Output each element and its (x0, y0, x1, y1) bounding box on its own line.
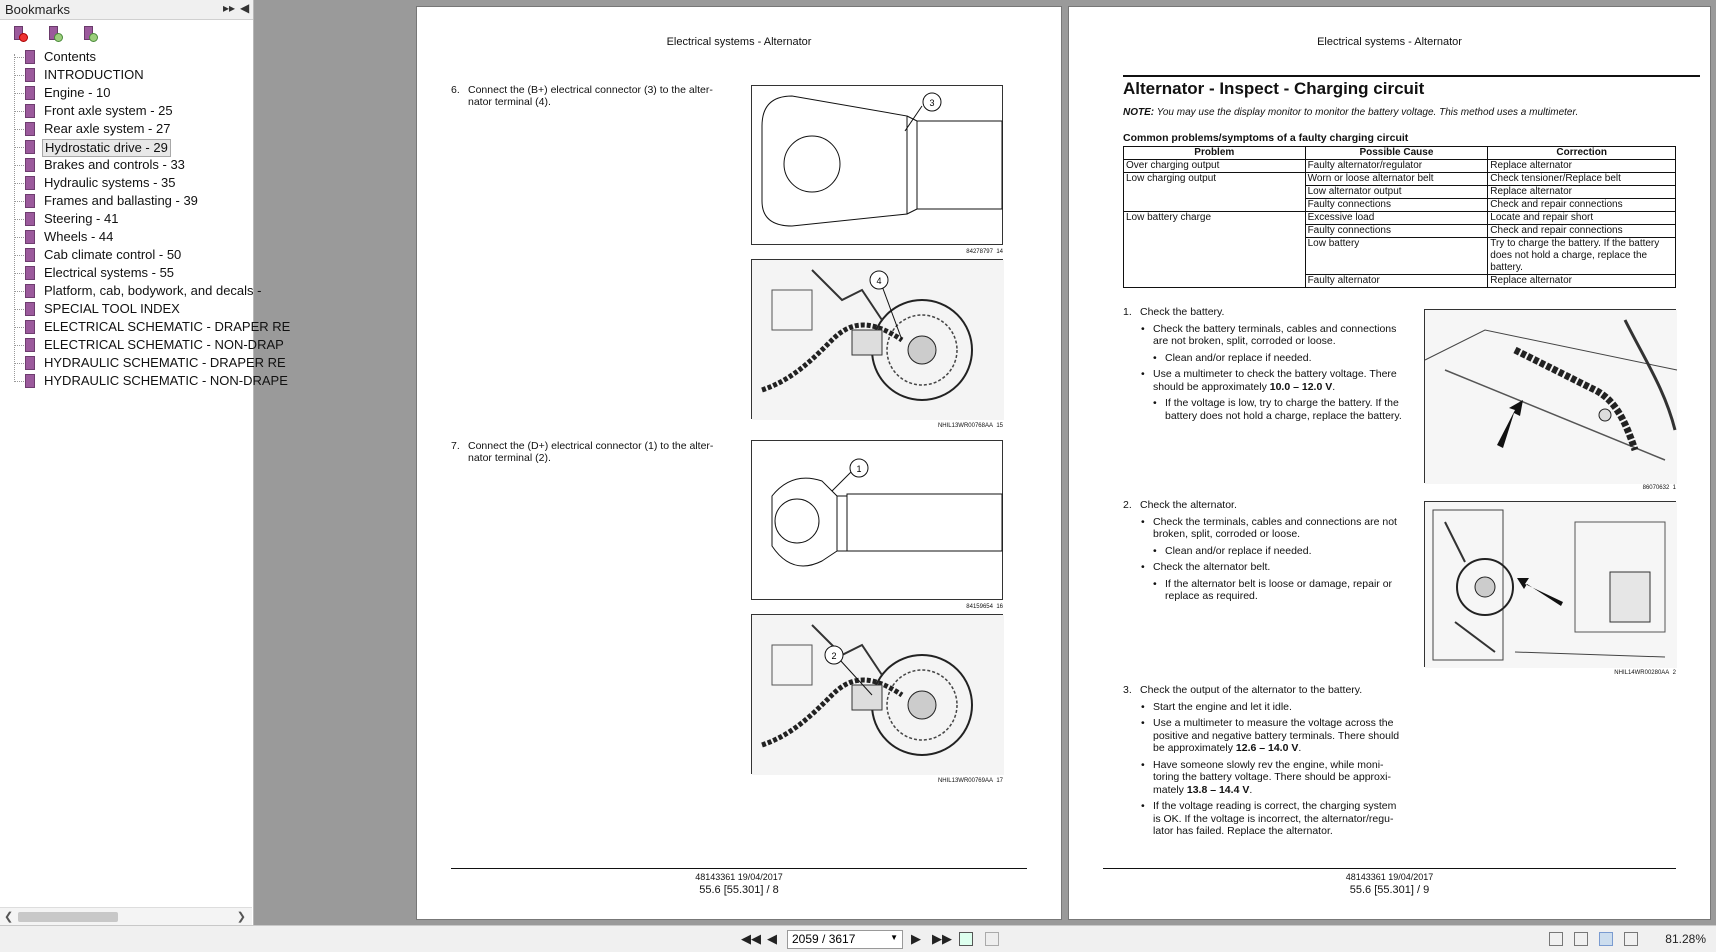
cause-cell: Worn or loose alternator belt (1305, 173, 1488, 186)
step-number: 6. (451, 84, 460, 96)
step-text: Connect the (B+) electrical connector (3) to the alter-nator terminal (4). (468, 84, 713, 108)
bookmark-icon (25, 266, 35, 280)
bookmark-icon (25, 68, 35, 82)
figure-2-caption (1524, 670, 1676, 676)
continuous-facing-view-icon[interactable] (1624, 932, 1638, 946)
first-page-icon[interactable]: ◀◀ (741, 931, 761, 946)
callout-1: 1 (856, 464, 862, 474)
tree-connector (14, 273, 24, 274)
bookmark-item[interactable] (0, 120, 252, 138)
page-header: Electrical systems - Alternator (666, 36, 812, 48)
header-problem: Problem (1124, 147, 1306, 160)
problem-cell: Low battery charge (1124, 212, 1306, 288)
tree-connector (14, 57, 24, 58)
bookmark-icon (25, 122, 35, 136)
step-text: Check the output of the alternator to the battery. (1140, 684, 1363, 696)
bookmark-item[interactable] (0, 156, 252, 174)
bookmark-label: Electrical systems - 55 (44, 265, 175, 280)
figure-code: NHIL14WR00280AA (1614, 670, 1670, 676)
figure-2-alternator-photo (1424, 501, 1676, 667)
step-text: Check the alternator. (1140, 499, 1237, 511)
bookmark-icon (25, 302, 35, 316)
note (1123, 107, 1578, 118)
figure-14-caption (851, 249, 1003, 255)
bookmark-label: Front axle system - 25 (44, 103, 173, 118)
page-header: Electrical systems - Alternator (1317, 36, 1462, 48)
bookmark-item[interactable] (0, 372, 288, 390)
bookmark-label: INTRODUCTION (44, 67, 144, 82)
cause-cell: Faulty connections (1305, 225, 1488, 238)
problem-cell: Low charging output (1124, 173, 1306, 212)
bookmark-label: HYDRAULIC SCHEMATIC - DRAPER RE (44, 355, 286, 370)
cause-cell: Low alternator output (1305, 186, 1488, 199)
bookmark-item[interactable] (0, 282, 262, 300)
cause-cell: Low battery (1305, 238, 1488, 275)
figure-number: 14 (996, 249, 1003, 255)
figure-15-alternator-photo (751, 259, 1003, 419)
bookmark-item[interactable] (0, 246, 252, 264)
figure-number: 16 (996, 604, 1003, 610)
scroll-right-icon[interactable]: ❯ (236, 911, 246, 923)
step-text: Connect the (D+) electrical connector (1) to the alter-nator terminal (2). (468, 440, 714, 464)
bookmark-icon (25, 248, 35, 262)
correction-cell: Check tensioner/Replace belt (1488, 173, 1676, 186)
bookmark-label: Frames and ballasting - 39 (44, 193, 198, 208)
correction-cell: Check and repair connections (1488, 199, 1676, 212)
step-number: 3. (1123, 684, 1132, 696)
callout-4: 4 (876, 276, 882, 286)
step-number: 7. (451, 440, 460, 452)
voltage-value: 10.0 – 12.0 V (1269, 380, 1333, 393)
bookmark-label: Cab climate control - 50 (44, 247, 182, 262)
next-view-icon[interactable] (985, 932, 999, 946)
scroll-left-icon[interactable]: ❮ (4, 911, 14, 923)
collapse-panel-icon[interactable]: ◀ (240, 1, 250, 15)
correction-cell: Try to charge the battery. If the battery does not hold a charge, replace the battery. (1488, 238, 1676, 275)
figure-code: NHIL13WR00768AA (937, 423, 993, 429)
bookmark-item[interactable] (0, 300, 252, 318)
facing-view-icon[interactable] (1599, 932, 1613, 946)
bookmark-label: Platform, cab, bodywork, and decals - (44, 283, 262, 298)
bookmark-item[interactable] (0, 264, 252, 282)
previous-page-icon[interactable]: ◀ (767, 931, 777, 946)
footer-doc-date: 48143361 19/04/2017 (695, 872, 783, 882)
bookmark-label: Wheels - 44 (44, 229, 114, 244)
step-7 (451, 440, 751, 470)
tree-connector (14, 75, 24, 76)
figure-16-caption (851, 604, 1003, 610)
note-label: NOTE: (1123, 107, 1155, 118)
cause-cell: Faulty alternator (1305, 275, 1488, 288)
correction-cell: Locate and repair short (1488, 212, 1676, 225)
bookmark-item[interactable] (0, 192, 252, 210)
bullet: • Start the engine and let it idle. (1123, 701, 1403, 714)
continuous-view-icon[interactable] (1574, 932, 1588, 946)
figure-16-connector-diagram (751, 440, 1003, 600)
step-text: Check the battery. (1140, 306, 1225, 318)
bookmark-label: Hydrostatic drive - 29 (42, 139, 171, 157)
table-row (1124, 212, 1676, 225)
table-row (1124, 173, 1676, 186)
figure-1-battery-photo (1424, 309, 1676, 483)
footer-rule (451, 868, 1027, 869)
sub-bullet: • Clean and/or replace if needed. (1123, 545, 1403, 558)
bookmark-item[interactable] (0, 228, 252, 246)
bullet: • Check the alternator belt. (1123, 561, 1403, 574)
figure-code: 86070632 (1642, 485, 1670, 491)
tree-connector (14, 345, 24, 346)
horizontal-scrollbar[interactable] (0, 907, 252, 925)
correction-cell: Replace alternator (1488, 186, 1676, 199)
figure-code: 84159654 (966, 604, 993, 610)
bookmark-icon (25, 176, 35, 190)
title-rule (1123, 75, 1700, 77)
bullet-text: Use a multimeter to measure the voltage across the positive and negative battery terminals. There should be approximately (1153, 717, 1400, 754)
last-page-icon[interactable]: ▶▶ (932, 931, 952, 946)
problem-cell: Over charging output (1124, 160, 1306, 173)
figure-1-caption (1524, 485, 1676, 491)
tree-connector (14, 183, 24, 184)
bullet: • If the voltage reading is correct, the charging system is OK. If the voltage is incorrect, the alternator/regu-lator has failed. Replace the alternator. (1123, 800, 1403, 838)
bookmark-item[interactable] (0, 318, 291, 336)
figure-17-alternator-photo (751, 614, 1003, 774)
bookmark-label: Engine - 10 (44, 85, 111, 100)
note-text: You may use the display monitor to monitor the battery voltage. This method uses a multimeter. (1156, 107, 1579, 118)
footer-page-ref: 55.6 [55.301] / 8 (699, 884, 779, 896)
bookmark-icon (25, 104, 35, 118)
problems-table (1123, 146, 1676, 288)
bookmark-icon (25, 230, 35, 244)
voltage-value: 12.6 – 14.0 V (1235, 742, 1299, 754)
bullet-text: Use a multimeter to check the battery voltage. There should be approximately (1153, 368, 1397, 393)
page-number-value: 2059 / 3617 (792, 932, 856, 946)
bookmark-icon (25, 158, 35, 172)
bookmark-label: Steering - 41 (44, 211, 119, 226)
bookmark-icon (25, 212, 35, 226)
single-page-view-icon[interactable] (1549, 932, 1563, 946)
find-bookmark-icon[interactable] (81, 26, 99, 42)
cause-cell: Faulty alternator/regulator (1305, 160, 1488, 173)
tree-connector (14, 237, 24, 238)
header-cause: Possible Cause (1305, 147, 1488, 160)
step-2 (1123, 499, 1403, 603)
bullet: • Use a multimeter to check the battery voltage. There should be approximately 10.0 – 12.0 V. (1123, 368, 1403, 393)
zoom-level[interactable]: 81.28% (1665, 932, 1706, 946)
chevron-down-icon[interactable]: ▼ (890, 933, 898, 942)
tree-connector (14, 219, 24, 220)
bookmark-icon (25, 50, 35, 64)
bookmark-tree (0, 48, 291, 390)
tree-connector (14, 129, 24, 130)
tree-connector (14, 147, 24, 148)
figure-code: NHIL13WR00769AA (937, 778, 993, 784)
expand-panel-icon[interactable]: ▸▸ (223, 1, 236, 15)
step-number: 2. (1123, 499, 1132, 511)
figure-14-connector-diagram (751, 85, 1003, 245)
navigation-toolbar (0, 925, 1716, 952)
add-bookmark-icon[interactable] (46, 26, 64, 42)
correction-cell: Check and repair connections (1488, 225, 1676, 238)
table-title: Common problems/symptoms of a faulty charging circuit (1123, 132, 1409, 144)
bookmark-item[interactable] (0, 66, 252, 84)
table-header-row (1124, 147, 1676, 160)
footer-page-ref: 55.6 [55.301] / 9 (1349, 884, 1430, 896)
sub-bullet: • If the voltage is low, try to charge the battery. If the battery does not hold a charge, replace the battery. (1123, 397, 1403, 422)
bookmark-icon (25, 284, 35, 298)
callout-3: 3 (929, 98, 935, 108)
bullet: • Check the battery terminals, cables and connections are not broken, split, corroded or loose. (1123, 323, 1403, 348)
bookmarks-toolbar (0, 20, 253, 44)
footer-doc-date: 48143361 19/04/2017 (1345, 872, 1434, 882)
figure-number: 2 (1672, 670, 1676, 676)
bookmark-icon (25, 374, 35, 388)
bookmark-label: ELECTRICAL SCHEMATIC - NON-DRAP (44, 337, 284, 352)
tree-connector (14, 111, 24, 112)
bookmark-label: Contents (44, 49, 97, 64)
sub-bullet: • If the alternator belt is loose or damage, repair or replace as required. (1123, 578, 1403, 603)
bookmark-label: Rear axle system - 27 (44, 121, 171, 136)
figure-code: 84278797 (966, 249, 993, 255)
scroll-thumb[interactable] (18, 912, 118, 922)
bookmark-item[interactable] (0, 174, 252, 192)
bullet: • Have someone slowly rev the engine, while moni-toring the battery voltage. There should be approxi-mately 13.8 – 14.4 V. (1123, 759, 1403, 797)
header-correction: Correction (1488, 147, 1676, 160)
bookmark-item[interactable] (0, 336, 284, 354)
delete-bookmark-icon[interactable] (11, 26, 29, 42)
table-row (1124, 160, 1676, 173)
tree-connector (14, 201, 24, 202)
bookmarks-title: Bookmarks (5, 2, 71, 17)
bookmark-icon (25, 338, 35, 352)
cause-cell: Excessive load (1305, 212, 1488, 225)
tree-connector (14, 381, 24, 382)
figure-number: 1 (1672, 485, 1676, 491)
voltage-value: 13.8 – 14.4 V (1186, 783, 1250, 796)
next-page-icon[interactable]: ▶ (911, 931, 921, 946)
bookmark-icon (25, 320, 35, 334)
cause-cell: Faulty connections (1305, 199, 1488, 212)
bookmark-icon (25, 86, 35, 100)
correction-cell: Replace alternator (1488, 160, 1676, 173)
bookmark-icon (25, 140, 35, 154)
figure-15-caption (851, 423, 1003, 429)
bookmark-item[interactable] (0, 138, 252, 156)
correction-cell: Replace alternator (1488, 275, 1676, 288)
bullet-text: Have someone slowly rev the engine, while moni-toring the battery voltage. There should be approxi-mately (1153, 758, 1391, 796)
section-title: Alternator - Inspect - Charging circuit (1123, 79, 1425, 98)
bookmark-item[interactable] (0, 48, 252, 66)
figure-number: 17 (996, 778, 1003, 784)
bookmark-label: SPECIAL TOOL INDEX (44, 301, 180, 316)
bookmark-label: Brakes and controls - 33 (44, 157, 185, 172)
tree-connector (14, 93, 24, 94)
bookmark-item[interactable] (0, 84, 252, 102)
callout-2: 2 (831, 651, 837, 661)
bookmark-item[interactable] (0, 210, 252, 228)
bookmark-label: ELECTRICAL SCHEMATIC - DRAPER RE (44, 319, 291, 334)
bookmark-icon (25, 356, 35, 370)
bookmarks-panel (0, 0, 291, 925)
step-6 (451, 84, 751, 114)
pdf-page-right (1068, 6, 1711, 920)
tree-connector (14, 255, 24, 256)
figure-number: 15 (996, 423, 1003, 429)
step-3 (1123, 684, 1403, 838)
bookmark-icon (25, 194, 35, 208)
page-number-input[interactable] (787, 930, 903, 949)
pdf-page-left (416, 6, 1062, 920)
bookmark-label: Hydraulic systems - 35 (44, 175, 176, 190)
bookmark-item[interactable] (0, 102, 252, 120)
bullet: • Check the terminals, cables and connections are not broken, split, corroded or loose. (1123, 516, 1403, 541)
sub-bullet: • Clean and/or replace if needed. (1123, 352, 1403, 365)
bookmark-item[interactable] (0, 354, 286, 372)
step-number: 1. (1123, 306, 1132, 318)
figure-17-caption (851, 778, 1003, 784)
tree-connector (14, 363, 24, 364)
tree-connector (14, 291, 24, 292)
bookmark-label: HYDRAULIC SCHEMATIC - NON-DRAPE (44, 373, 288, 388)
previous-view-icon[interactable] (959, 932, 973, 946)
tree-connector (14, 327, 24, 328)
tree-connector (14, 309, 24, 310)
bookmarks-header (0, 0, 253, 20)
tree-connector (14, 165, 24, 166)
footer-rule (1103, 868, 1676, 869)
step-1 (1123, 306, 1403, 422)
bullet: • Use a multimeter to measure the voltage across the positive and negative battery terminals. There should be approximately 12.6 – 14.0 V. (1123, 717, 1403, 755)
